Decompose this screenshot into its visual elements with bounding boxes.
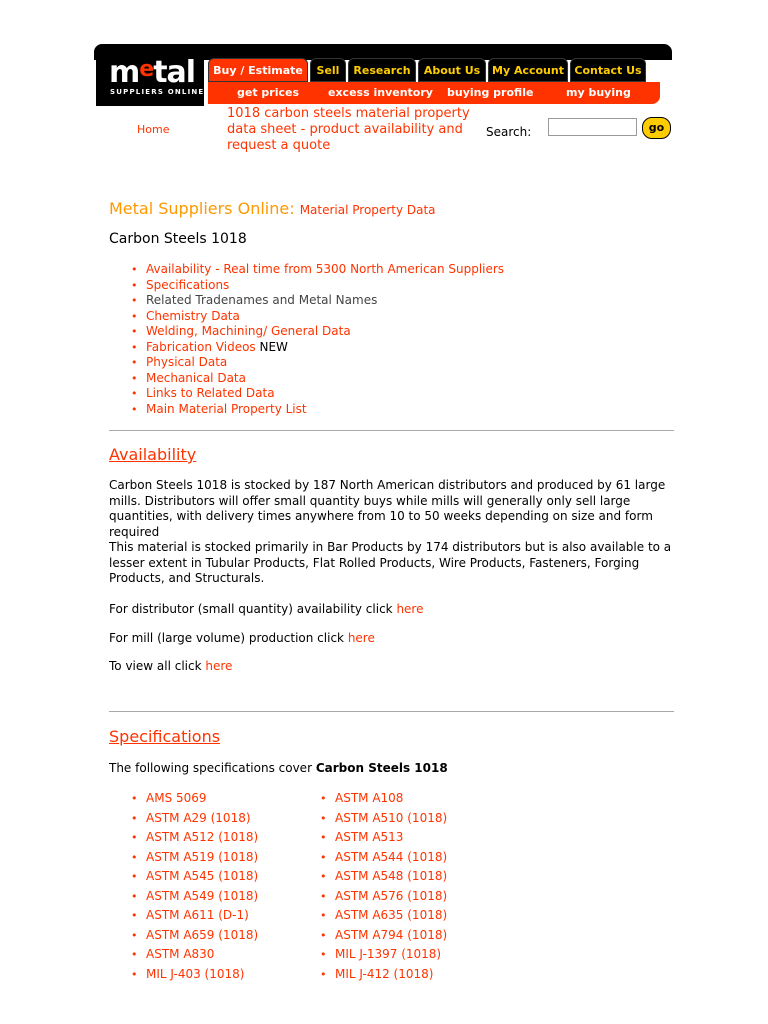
spec-item[interactable]: • MIL J-1397 (1018) — [320, 945, 447, 965]
specs-list-right — [320, 789, 447, 984]
spec-item[interactable]: • ASTM A830 — [131, 945, 258, 965]
spec-item[interactable]: • ASTM A29 (1018) — [131, 809, 258, 829]
toc-item[interactable] — [128, 309, 504, 325]
tab-contact-us[interactable]: Contact Us — [570, 58, 646, 82]
spec-item[interactable]: • ASTM A659 (1018) — [131, 926, 258, 946]
mill-production-line — [109, 631, 679, 647]
tab-research[interactable]: Research — [348, 58, 416, 82]
specs-list-left — [131, 789, 258, 984]
spec-item[interactable]: • ASTM A512 (1018) — [131, 828, 258, 848]
toc-link-mechanical[interactable]: Mechanical Data — [146, 370, 246, 385]
spec-item[interactable]: • ASTM A611 (D-1) — [131, 906, 258, 926]
toc-item[interactable] — [128, 278, 504, 294]
toc-text-related-tradenames: Related Tradenames and Metal Names — [146, 293, 378, 307]
availability-paragraph-2: This material is stocked primarily in Bar Products by 174 distributors but is also available to a lesser extent in Tubular Products, Flat Rolled Products, Wire Products, Fasteners, Forging Products, and Structurals. — [109, 540, 672, 585]
subnav-excess-inventory[interactable]: excess inventory — [328, 86, 433, 99]
toc-item[interactable] — [128, 371, 504, 387]
view-all-here-link[interactable]: here — [205, 659, 233, 673]
toc-item[interactable] — [128, 402, 504, 418]
toc-item[interactable] — [128, 386, 504, 402]
spec-item[interactable]: • ASTM A513 — [320, 828, 447, 848]
logo-text-start: m — [109, 55, 140, 90]
logo-tagline: SUPPLIERS ONLINE — [110, 88, 205, 96]
spec-item[interactable]: • ASTM A108 — [320, 789, 447, 809]
mill-here-link[interactable]: here — [347, 631, 375, 645]
spec-item[interactable]: • ASTM A510 (1018) — [320, 809, 447, 829]
site-logo[interactable] — [109, 55, 196, 91]
material-title: Carbon Steels 1018 — [109, 231, 247, 247]
spec-item[interactable]: • ASTM A545 (1018) — [131, 867, 258, 887]
specifications-heading: Specifications — [109, 727, 221, 746]
site-title-text: Metal Suppliers Online: — [109, 199, 295, 218]
home-link[interactable]: Home — [137, 123, 170, 136]
subnav-get-prices[interactable]: get prices — [237, 86, 300, 99]
tab-my-account[interactable]: My Account — [488, 58, 568, 82]
toc-item[interactable] — [128, 324, 504, 340]
toc-item[interactable] — [128, 355, 504, 371]
availability-paragraph-1: Carbon Steels 1018 is stocked by 187 North American distributors and produced by 61 large mills. Distributors will offer small quantity buys while mills will generally only sell large quantities, with delivery times anywhere from 10 to 50 weeks depending on size and form required — [109, 478, 666, 539]
spec-item[interactable]: • ASTM A519 (1018) — [131, 848, 258, 868]
toc-link-welding[interactable]: Welding, Machining/ General Data — [146, 324, 351, 338]
tab-sell[interactable]: Sell — [310, 58, 346, 82]
specifications-intro — [109, 761, 679, 777]
toc-item — [128, 293, 504, 309]
tab-about-us[interactable]: About Us — [418, 58, 486, 82]
spec-item[interactable]: • ASTM A549 (1018) — [131, 887, 258, 907]
new-badge: NEW — [259, 339, 288, 354]
logo-text-end: tal — [153, 55, 196, 90]
sub-nav-bar — [208, 82, 660, 104]
divider — [109, 430, 674, 431]
distributor-here-link[interactable]: here — [396, 602, 424, 616]
spec-item[interactable]: • ASTM A635 (1018) — [320, 906, 447, 926]
spec-item[interactable]: • ASTM A544 (1018) — [320, 848, 447, 868]
distributor-availability-line — [109, 602, 679, 618]
logo-text-accent: e — [139, 57, 154, 82]
site-subtitle[interactable]: Material Property Data — [299, 203, 436, 217]
toc-item[interactable] — [128, 340, 504, 356]
availability-heading: Availability — [109, 445, 197, 464]
spec-item[interactable]: • ASTM A576 (1018) — [320, 887, 447, 907]
toc-link-availability[interactable]: Availability - Real time from 5300 North American Suppliers — [146, 262, 505, 276]
toc-link-fabrication-videos[interactable]: Fabrication Videos — [146, 339, 256, 354]
toc-link-chemistry[interactable]: Chemistry Data — [146, 308, 240, 323]
spec-item[interactable]: • ASTM A548 (1018) — [320, 867, 447, 887]
specifications-intro-text: The following specifications cover — [109, 761, 316, 775]
toc-list — [128, 262, 504, 417]
toc-link-specifications[interactable]: Specifications — [146, 277, 230, 292]
search-input[interactable] — [548, 118, 637, 136]
divider — [109, 711, 674, 712]
view-all-line — [109, 659, 679, 675]
view-all-text: To view all click — [109, 659, 206, 673]
page-heading: 1018 carbon steels material property data sheet - product availability and request a quote — [227, 106, 470, 153]
subnav-my-buying[interactable]: my buying — [566, 86, 631, 99]
spec-item[interactable]: • MIL J-403 (1018) — [131, 965, 258, 985]
toc-link-physical[interactable]: Physical Data — [146, 355, 228, 369]
search-go-button[interactable]: go — [642, 117, 671, 139]
site-title — [109, 199, 436, 218]
spec-item[interactable]: • ASTM A794 (1018) — [320, 926, 447, 946]
toc-link-main-list[interactable]: Main Material Property List — [146, 401, 307, 416]
toc-item[interactable] — [128, 262, 504, 278]
search-label: Search: — [486, 125, 532, 139]
spec-item[interactable]: • MIL J-412 (1018) — [320, 965, 447, 985]
tab-buy-estimate[interactable]: Buy / Estimate — [208, 58, 308, 82]
mill-text: For mill (large volume) production click — [109, 631, 348, 645]
spec-item[interactable]: • AMS 5069 — [131, 789, 258, 809]
distributor-text: For distributor (small quantity) availability click — [109, 602, 397, 616]
toc-link-related-data[interactable]: Links to Related Data — [146, 386, 275, 400]
specifications-material: Carbon Steels 1018 — [315, 761, 448, 775]
subnav-buying-profile[interactable]: buying profile — [447, 86, 534, 99]
